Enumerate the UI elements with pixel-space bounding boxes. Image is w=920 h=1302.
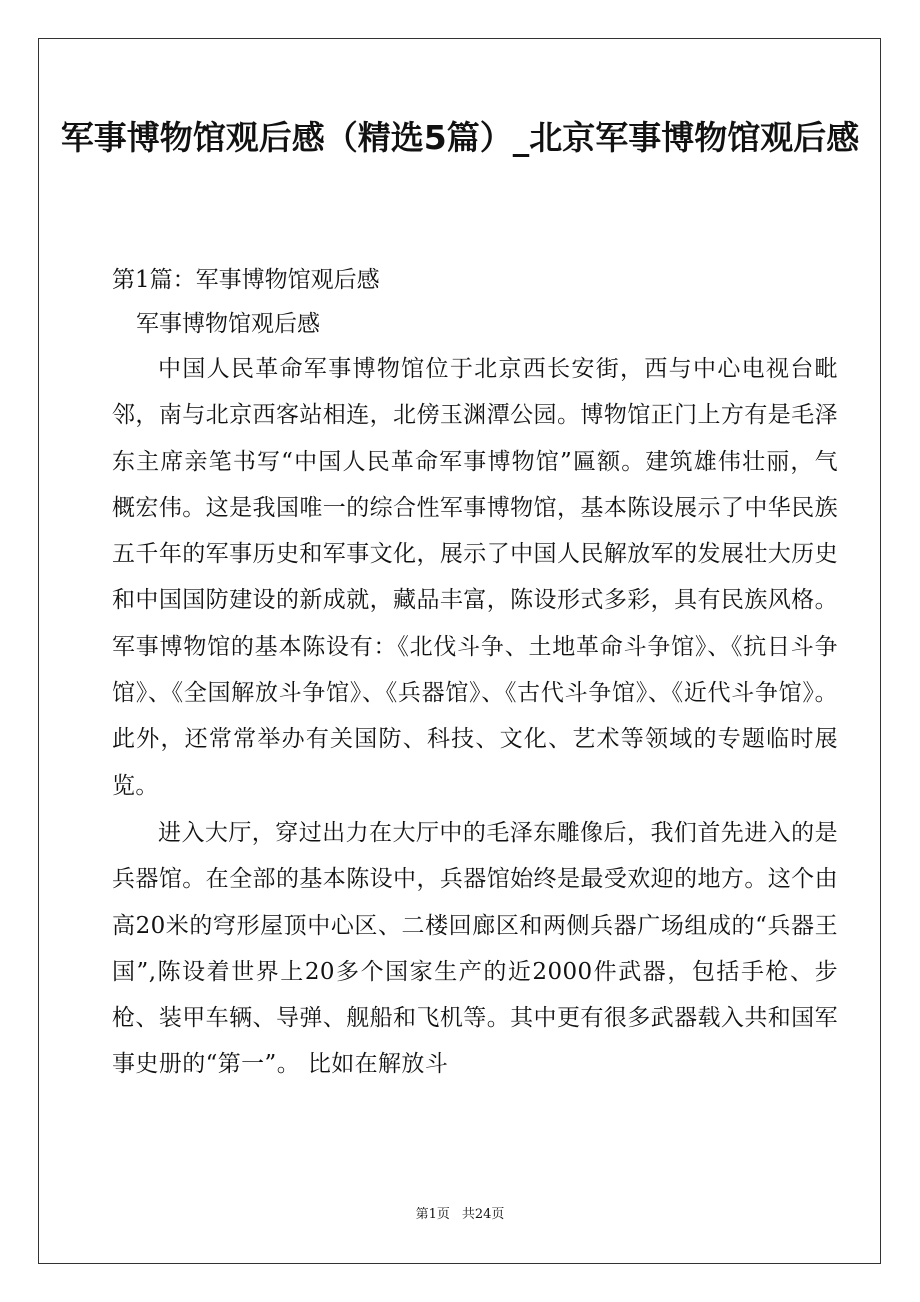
body-paragraph-2: 进入大厅，穿过出力在大厅中的毛泽东雕像后，我们首先进入的是兵器馆。在全部的基本陈设中，兵器馆始终是最受欢迎的地方。这个由高20米的穹形屋顶中心区、二楼回廊区和两侧兵器广场组成的“兵器王国”,陈设着世界上20多个国家生产的近2000件武器，包括手枪、步枪、装甲车辆、导弹、舰船和飞机等。其中更有很多武器载入共和国军事史册的“第一”。 比如在解放斗: [112, 819, 838, 1078]
section-heading: 第1篇：军事博物馆观后感: [112, 267, 380, 293]
document-body: [112, 258, 838, 1088]
document-title: 军事博物馆观后感（精选5篇）_北京军事博物馆观后感: [60, 118, 860, 157]
page-footer: [0, 1206, 920, 1224]
sub-heading: 军事博物馆观后感: [136, 311, 320, 337]
page-total: 共24页: [461, 1207, 505, 1222]
page-number: 第1页: [415, 1207, 450, 1222]
body-paragraph-1: 中国人民革命军事博物馆位于北京西长安街，西与中心电视台毗邻，南与北京西客站相连，北傍玉渊潭公园。博物馆正门上方有是毛泽东主席亲笔书写“中国人民革命军事博物馆”匾额。建筑雄伟壮丽，气概宏伟。这是我国唯一的综合性军事博物馆，基本陈设展示了中华民族五千年的军事历史和军事文化，展示了中国人民解放军的发展壮大历史和中国国防建设的新成就，藏品丰富，陈设形式多彩，具有民族风格。军事博物馆的基本陈设有：《北伐斗争、土地革命斗争馆》、《抗日斗争馆》、《全国解放斗争馆》、《兵器馆》、《古代斗争馆》、《近代斗争馆》。此外，还常常举办有关国防、科技、文化、艺术等领域的专题临时展览。: [112, 356, 838, 799]
